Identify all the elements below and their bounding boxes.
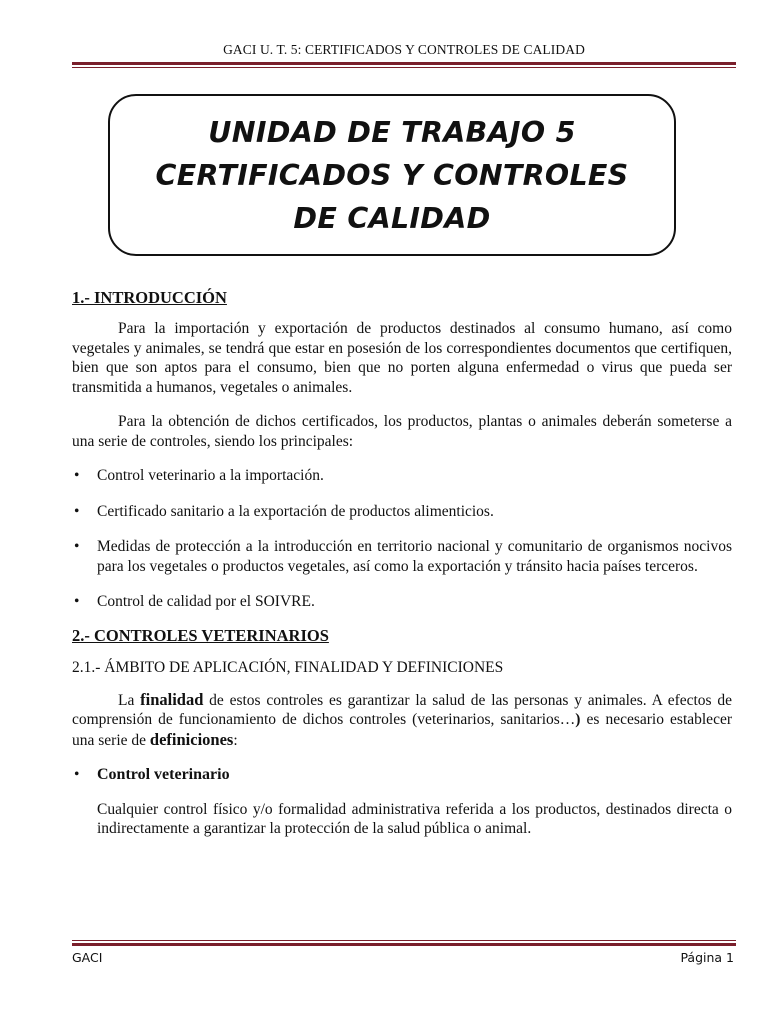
title-line-2: CERTIFICADOS Y CONTROLES bbox=[155, 158, 629, 192]
running-header: GACI U. T. 5: CERTIFICADOS Y CONTROLES DE CALIDAD bbox=[223, 42, 585, 57]
bullet-icon: • bbox=[74, 467, 80, 484]
page-number: Página 1 bbox=[680, 950, 734, 965]
bullet-text: Certificado sanitario a la exportación de productos alimenticios. bbox=[97, 502, 494, 520]
bullet-item bbox=[72, 537, 732, 576]
section-heading-controles-veterinarios: 2.- CONTROLES VETERINARIOS bbox=[72, 625, 329, 645]
title-line-3: DE CALIDAD bbox=[293, 201, 491, 235]
title-box bbox=[108, 94, 676, 256]
document-content bbox=[72, 287, 732, 839]
subsection-heading: 2.1.- ÁMBITO DE APLICACIÓN, FINALIDAD Y DEFINICIONES bbox=[72, 658, 504, 676]
bullet-text: Medidas de protección a la introducción en territorio nacional y comunitario de organismos nocivos para los vegetales o productos vegetales, así como la exportación y tránsito hacia países terceros. bbox=[97, 538, 732, 575]
bullet-text: Control veterinario a la importación. bbox=[97, 467, 324, 484]
bullet-icon: • bbox=[74, 502, 80, 520]
header-rule bbox=[72, 62, 736, 68]
title-line-1: UNIDAD DE TRABAJO 5 bbox=[208, 115, 576, 149]
intro-paragraph-2: Para la obtención de dichos certificados, los productos, plantas o animales deberán someterse a una serie de controles, siendo los principales: bbox=[72, 413, 732, 450]
bullet-item bbox=[72, 502, 732, 522]
bullet-text: Control de calidad por el SOIVRE. bbox=[97, 593, 315, 610]
definition-term: Control veterinario bbox=[97, 766, 230, 783]
footer-left-label: GACI bbox=[72, 950, 103, 965]
bullet-icon: • bbox=[74, 593, 80, 610]
definitions-intro-paragraph: La finalidad de estos controles es garantizar la salud de las personas y animales. A efectos de comprensión de funcionamiento de dichos controles (veterinarios, sanitarios…) es necesario establecer una serie de definiciones: bbox=[72, 689, 732, 749]
intro-paragraph-1: Para la importación y exportación de productos destinados al consumo humano, así como vegetales y animales, se tendrá que estar en posesión de los correspondientes documentos que certifiquen, bien que son aptos para el consumo, bien que no porten alguna enfermedad o virus que pueda ser transmitida a humanos, vegetales o animales. bbox=[72, 320, 732, 396]
bullet-item bbox=[72, 592, 732, 612]
definition-body: Cualquier control físico y/o formalidad administrativa referida a los productos, destinados directa o indirectamente a garantizar la protección de la salud pública o animal. bbox=[97, 800, 732, 837]
bullet-item bbox=[72, 466, 732, 486]
page-footer bbox=[72, 950, 734, 965]
bullet-icon: • bbox=[74, 538, 80, 555]
footer-rule bbox=[72, 940, 736, 946]
section-heading-introduccion: 1.- INTRODUCCIÓN bbox=[72, 288, 227, 307]
bullet-icon: • bbox=[74, 766, 80, 783]
definition-term-item bbox=[72, 765, 732, 785]
